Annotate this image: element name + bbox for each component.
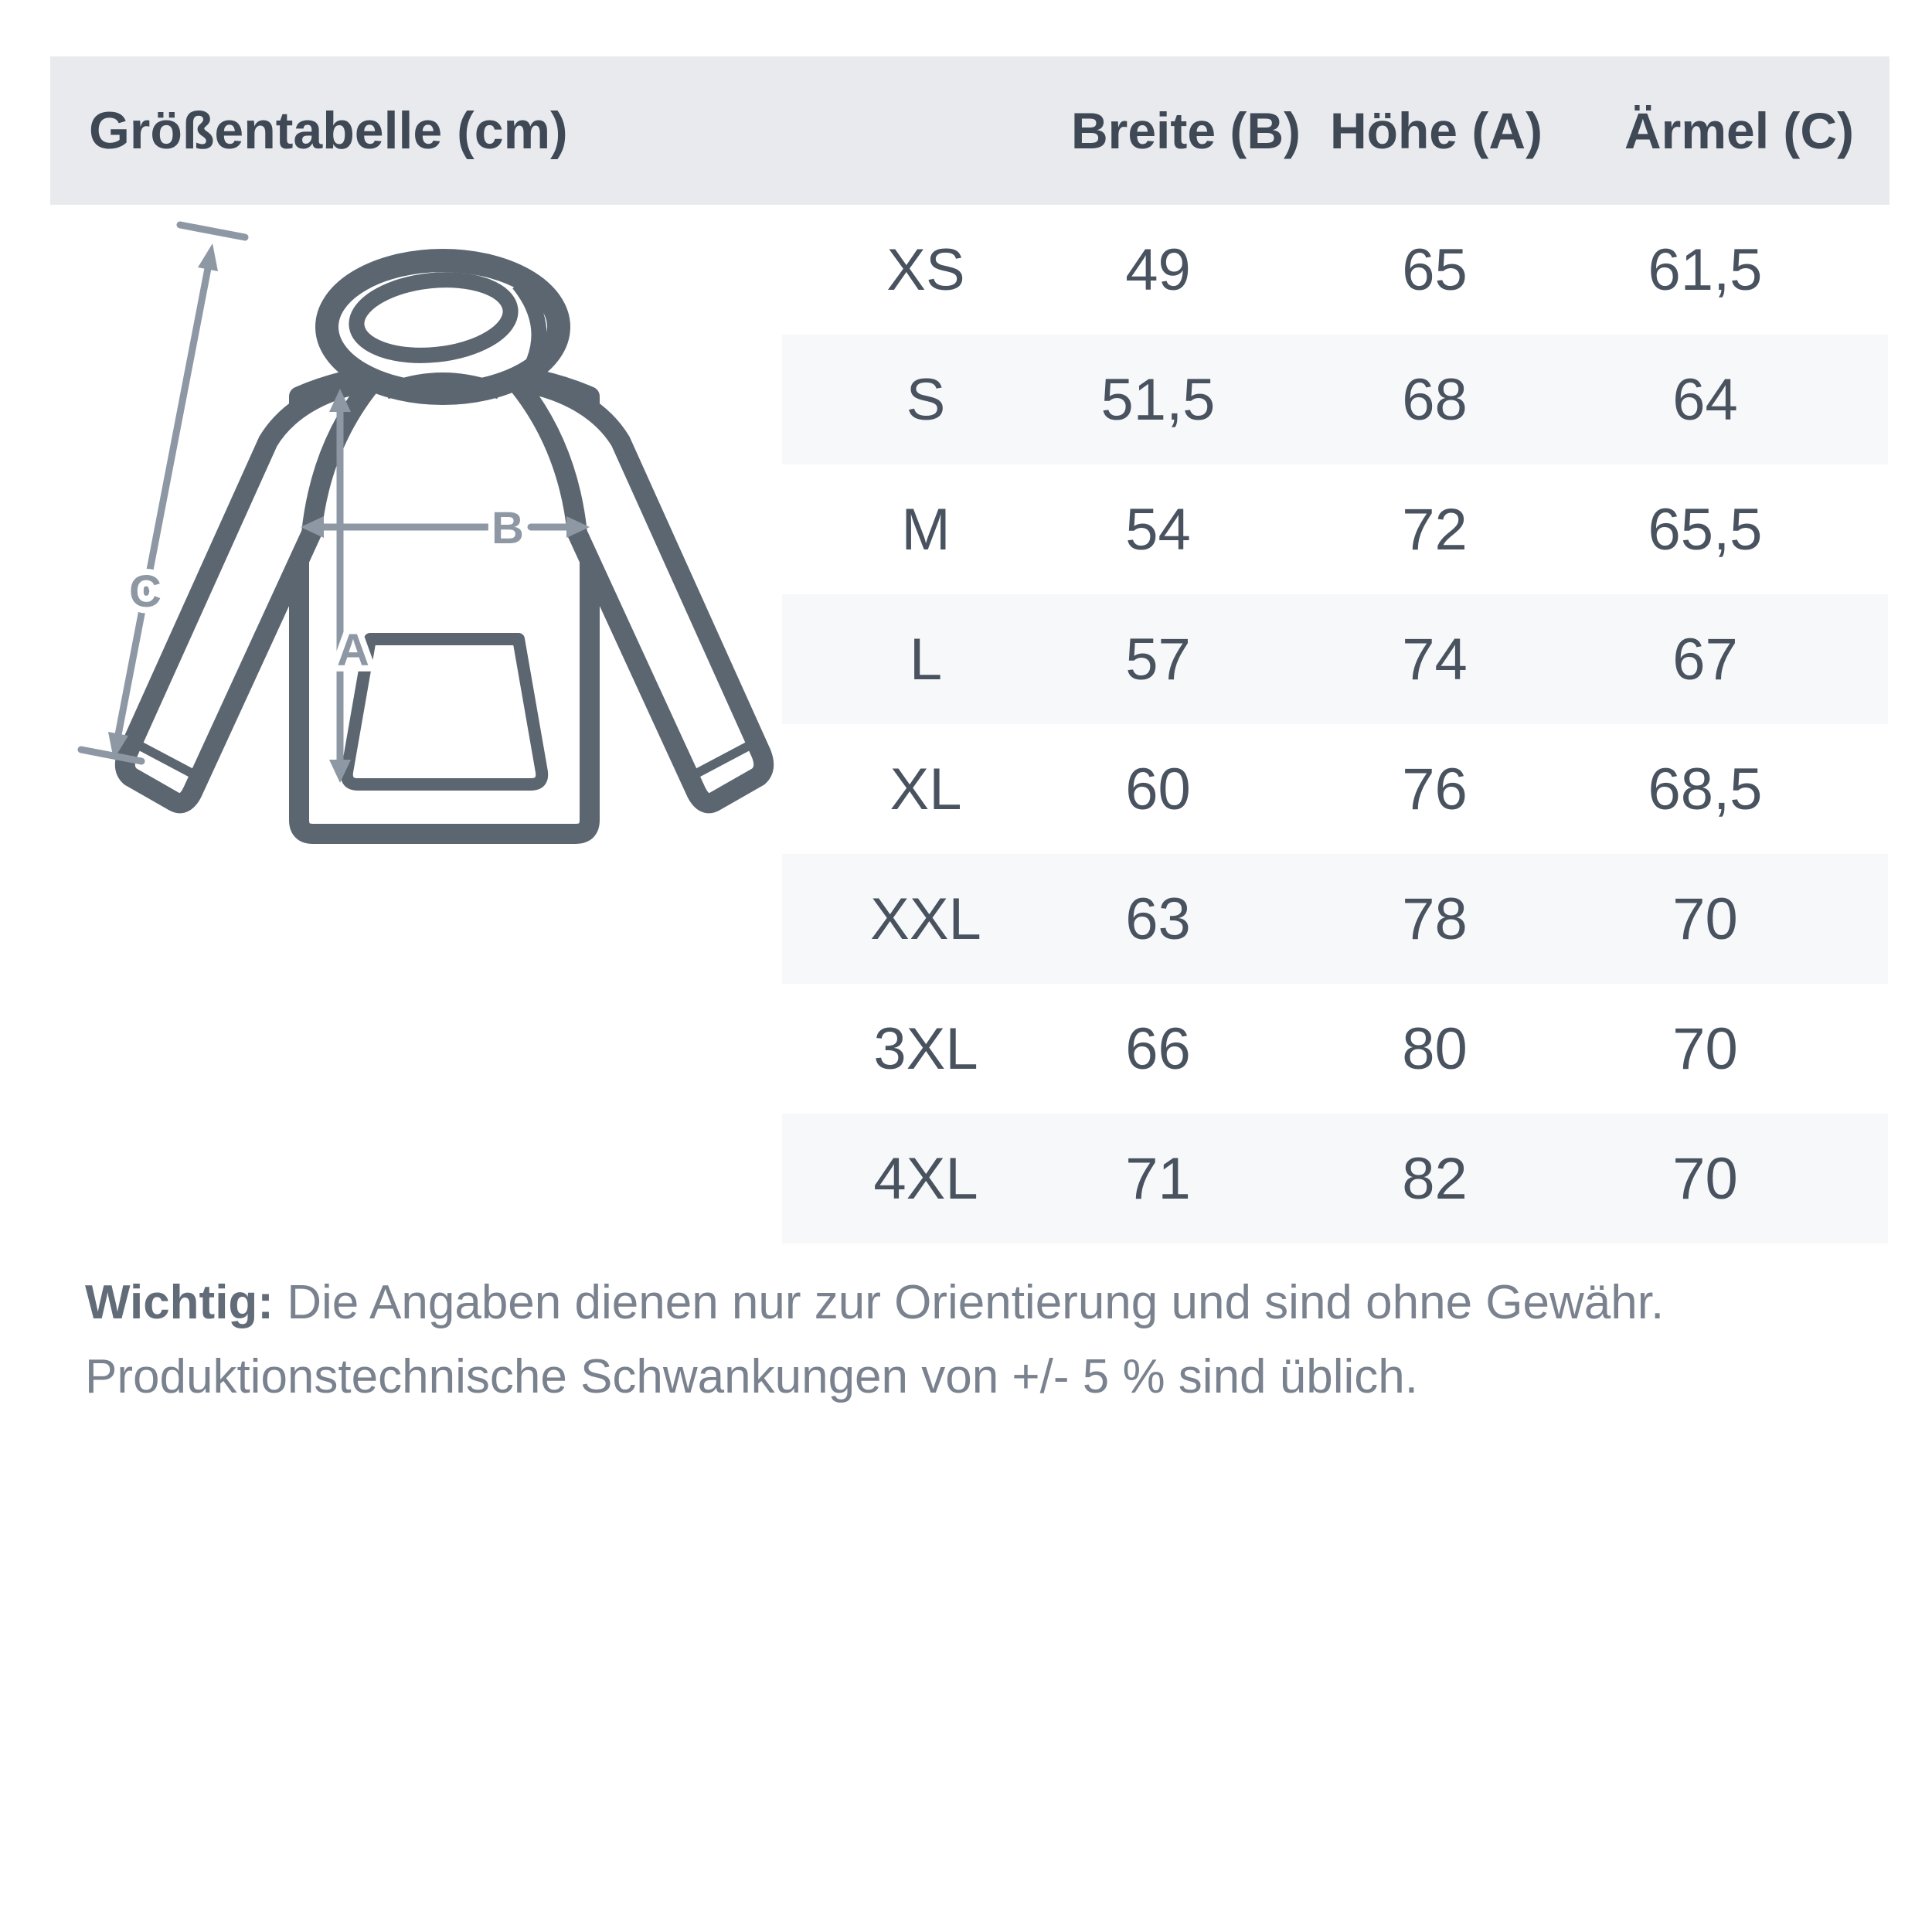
table-row — [782, 1114, 1888, 1243]
disclaimer-line-1 — [85, 1266, 1893, 1340]
column-header-breite: Breite (B) — [1071, 102, 1301, 159]
size-cell: M — [901, 496, 951, 563]
value-cell: 51,5 — [1100, 366, 1216, 433]
value-cell: 64 — [1672, 366, 1738, 433]
value-cell: 70 — [1672, 1145, 1738, 1212]
table-row — [782, 984, 1888, 1114]
size-cell: XS — [886, 236, 965, 303]
column-header-hoehe: Höhe (A) — [1330, 102, 1543, 159]
table-row — [782, 854, 1888, 984]
size-cell: S — [906, 366, 946, 433]
value-cell: 65,5 — [1648, 496, 1763, 563]
value-cell: 72 — [1402, 496, 1468, 563]
table-row — [782, 724, 1888, 854]
column-headers — [784, 101, 1889, 160]
table-row — [782, 464, 1888, 594]
table-row — [782, 335, 1888, 464]
table-row — [782, 205, 1888, 335]
value-cell: 65 — [1402, 236, 1468, 303]
size-cell: 3XL — [873, 1015, 978, 1082]
value-cell: 54 — [1125, 496, 1191, 563]
value-cell: 80 — [1402, 1015, 1468, 1082]
table-row — [782, 594, 1888, 724]
disclaimer-note — [85, 1266, 1893, 1414]
hoodie-measurement-diagram — [66, 213, 784, 854]
size-cell: L — [909, 626, 943, 692]
value-cell: 68 — [1402, 366, 1468, 433]
value-cell: 66 — [1125, 1015, 1191, 1082]
measure-label-b: B — [492, 503, 524, 553]
arrow-c-top-tick — [180, 225, 245, 237]
disclaimer-label: Wichtig: — [85, 1276, 274, 1329]
size-cell: 4XL — [873, 1145, 978, 1212]
value-cell: 70 — [1672, 1015, 1738, 1082]
disclaimer-text-2: Produktionstechnische Schwankungen von +/- 5 % sind üblich. — [85, 1350, 1418, 1403]
value-cell: 57 — [1125, 626, 1191, 692]
value-cell: 74 — [1402, 626, 1468, 692]
value-cell: 63 — [1125, 886, 1191, 952]
size-table-rows — [782, 205, 1888, 1243]
measure-label-c: C — [129, 566, 162, 617]
value-cell: 67 — [1672, 626, 1738, 692]
page-title: Größentabelle (cm) — [89, 101, 568, 160]
value-cell: 70 — [1672, 886, 1738, 952]
value-cell: 71 — [1125, 1145, 1191, 1212]
value-cell: 60 — [1125, 756, 1191, 822]
disclaimer-text-1: Die Angaben dienen nur zur Orientierung und sind ohne Gewähr. — [287, 1276, 1665, 1329]
value-cell: 49 — [1125, 236, 1191, 303]
size-chart-header — [50, 56, 1889, 205]
value-cell: 78 — [1402, 886, 1468, 952]
column-header-aermel: Ärmel (C) — [1624, 102, 1855, 159]
value-cell: 82 — [1402, 1145, 1468, 1212]
size-cell: XXL — [870, 886, 981, 952]
measure-label-a: A — [337, 625, 369, 675]
arrow-c-head-top — [198, 243, 218, 271]
value-cell: 68,5 — [1648, 756, 1763, 822]
value-cell: 61,5 — [1648, 236, 1763, 303]
value-cell: 76 — [1402, 756, 1468, 822]
disclaimer-line-2 — [85, 1340, 1893, 1414]
kangaroo-pocket — [347, 639, 542, 784]
size-cell: XL — [889, 756, 962, 822]
